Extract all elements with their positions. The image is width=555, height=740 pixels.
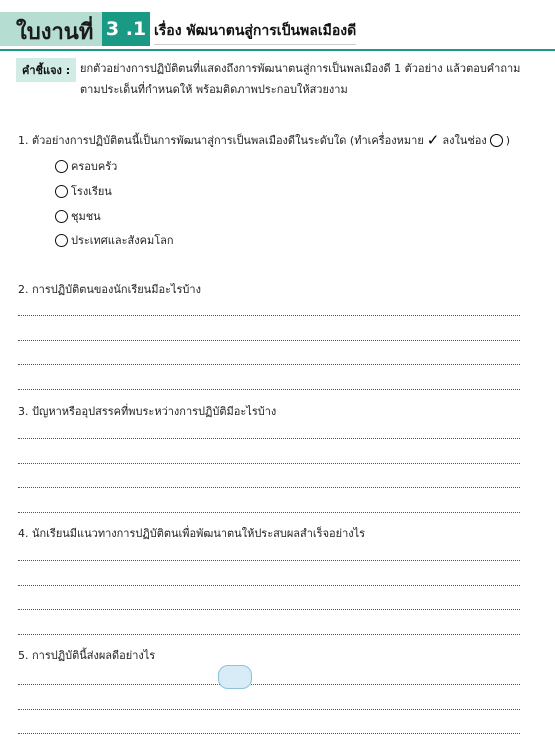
answer-line[interactable] — [18, 609, 520, 610]
answer-line[interactable] — [18, 560, 520, 561]
answer-line[interactable] — [18, 512, 520, 513]
question-1-text: 1. ตัวอย่างการปฏิบัติตนนี้เป็นการพัฒนาสู่การเป็นพลเมืองดีในระดับใด (ทำเครื่องหมาย — [18, 134, 424, 147]
highlight-mark — [218, 665, 252, 689]
worksheet-header — [0, 8, 555, 48]
instruction-line-1: ยกตัวอย่างการปฏิบัติตนที่แสดงถึงการพัฒนาตนสู่การเป็นพลเมืองดี 1 ตัวอย่าง แล้วตอบคำถาม — [80, 62, 521, 75]
answer-line[interactable] — [18, 389, 520, 390]
option-label: โรงเรียน — [71, 185, 112, 198]
option-country-world[interactable] — [55, 231, 174, 249]
answer-line[interactable] — [18, 315, 520, 316]
worksheet-number: 3 .1 — [102, 12, 150, 46]
answer-line[interactable] — [18, 733, 520, 734]
instruction-line-2: ตามประเด็นที่กำหนดให้ พร้อมติดภาพประกอบให้สวยงาม — [80, 83, 348, 96]
option-label: ครอบครัว — [71, 160, 118, 173]
question-2-text: 2. การปฏิบัติตนของนักเรียนมีอะไรบ้าง — [18, 283, 201, 296]
worksheet-title: ใบงานที่ — [16, 20, 94, 45]
option-school[interactable] — [55, 182, 112, 200]
option-circle-icon[interactable] — [55, 160, 68, 173]
worksheet-subject: เรื่อง พัฒนาตนสู่การเป็นพลเมืองดี — [154, 20, 356, 45]
instruction-label: คำชี้แจง : — [16, 58, 76, 82]
option-circle-icon[interactable] — [55, 185, 68, 198]
question-1-text-end: ) — [505, 133, 511, 147]
question-3-text: 3. ปัญหาหรืออุปสรรคที่พบระหว่างการปฏิบัติมีอะไรบ้าง — [18, 405, 277, 418]
answer-line[interactable] — [18, 487, 520, 488]
circle-icon — [490, 134, 503, 147]
answer-line[interactable] — [18, 585, 520, 586]
answer-line[interactable] — [18, 340, 520, 341]
question-1 — [18, 131, 510, 149]
answer-line[interactable] — [18, 438, 520, 439]
question-5-text: 5. การปฏิบัตินี้ส่งผลดีอย่างไร — [18, 649, 156, 662]
answer-line[interactable] — [18, 463, 520, 464]
option-label: ชุมชน — [71, 210, 101, 223]
answer-line[interactable] — [18, 634, 520, 635]
option-circle-icon[interactable] — [55, 210, 68, 223]
option-family[interactable] — [55, 157, 117, 175]
answer-line[interactable] — [18, 684, 520, 685]
option-community[interactable] — [55, 207, 101, 225]
checkmark-icon: ✓ — [426, 130, 440, 149]
header-rule — [0, 49, 555, 51]
question-4-text: 4. นักเรียนมีแนวทางการปฏิบัติตนเพื่อพัฒนาตนให้ประสบผลสำเร็จอย่างไร — [18, 527, 366, 540]
answer-line[interactable] — [18, 709, 520, 710]
question-1-text-mid: ลงในช่อง — [442, 134, 487, 147]
answer-line[interactable] — [18, 364, 520, 365]
option-circle-icon[interactable] — [55, 234, 68, 247]
instruction-text — [80, 58, 548, 100]
option-label: ประเทศและสังคมโลก — [71, 234, 174, 247]
